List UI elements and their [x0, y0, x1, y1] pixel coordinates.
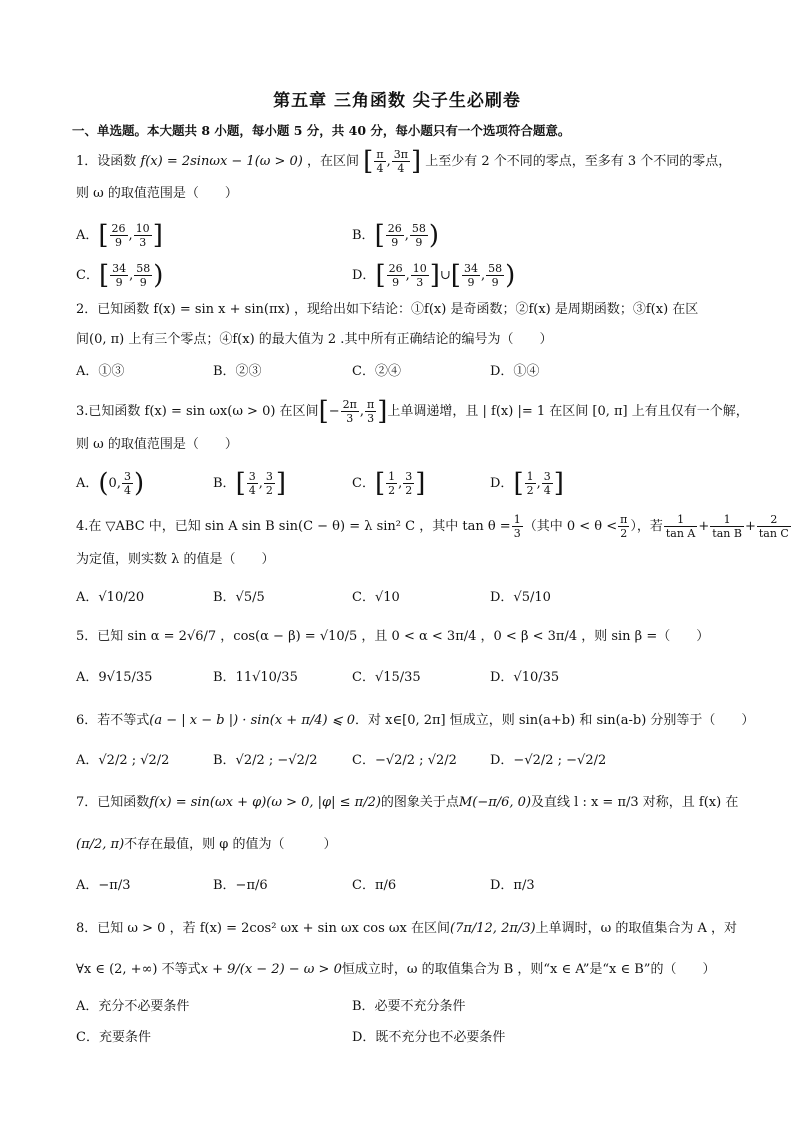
question-2-line-2: 间(0, π) 上有三个零点；④f(x) 的最大值为 2 .其中所有正确结论的编号为（ ）: [76, 332, 553, 347]
q6-option-c[interactable]: C．−√2/2 ; √2/2: [352, 753, 457, 768]
page-title: 第五章 三角函数 尖子生必刷卷: [273, 91, 521, 111]
q5-option-c[interactable]: C．√15/35: [352, 670, 421, 685]
q5-option-b[interactable]: B．11√10/35: [213, 670, 298, 685]
q1-text-c: 上至少有 2 个不同的零点，至多有 3 个不同的零点，: [425, 154, 732, 169]
q3-option-c[interactable]: C．[ $\frac{1}{2}$ , $\frac{3}{2}$ ]: [352, 468, 426, 499]
question-5-line-1: 5．已知 sin α = 2√6/7 ，cos(α − β) = √10/5 ，且 0 < α < 3π/4 ，0 < β < 3π/4 ，则 sin β =（ ）: [76, 629, 710, 644]
q6-option-a[interactable]: A．√2/2 ; √2/2: [76, 753, 170, 768]
question-7-line-1: 7．已知函数f(x) = sin(ωx + φ)(ω > 0, |φ| ≤ π/2)的图象关于点M(−π/6, 0)及直线 l : x = π/3 对称，且 f(x) 在: [76, 795, 739, 810]
q2-option-b[interactable]: B．②③: [213, 364, 262, 379]
q1-text-a: 1．设函数: [76, 154, 137, 169]
q7-option-a[interactable]: A．−π/3: [76, 878, 131, 893]
q5-option-a[interactable]: A．9√15/35: [76, 670, 153, 685]
q6-option-d[interactable]: D．−√2/2 ; −√2/2: [490, 753, 607, 768]
q1-function: f(x) = 2sinωx − 1(ω > 0): [140, 154, 303, 169]
q8-option-b[interactable]: B．必要不充分条件: [352, 999, 466, 1014]
q7-option-b[interactable]: B．−π/6: [213, 878, 268, 893]
q5-option-d[interactable]: D．√10/35: [490, 670, 560, 685]
bracket-right: ]: [410, 146, 422, 177]
question-3-line-1: 3.已知函数 f(x) = sin ωx(ω > 0) 在区间[− $\frac{2\pi}{3}$ , $\frac{\pi}{3}$ ]上单调递增，且 | f(x) |= 1 在区间 [0, π] 上有且仅有一个解，: [76, 396, 749, 427]
q4-option-c[interactable]: C．√10: [352, 590, 400, 605]
question-8-line-2: ∀x ∈ (2, +∞) 不等式x + 9/(x − 2) − ω > 0恒成立时，ω 的取值集合为 B ，则“x ∈ A”是“x ∈ B”的（ ）: [76, 962, 716, 977]
q1-option-d[interactable]: D．[ $\frac{26}{9}$ , $\frac{10}{3}$ ]∪[ $\frac{34}{9}$ , $\frac{58}{9}$ ): [352, 260, 516, 291]
q6-option-b[interactable]: B．√2/2 ; −√2/2: [213, 753, 318, 768]
q4-option-d[interactable]: D．√5/10: [490, 590, 551, 605]
q7-option-d[interactable]: D．π/3: [490, 878, 535, 893]
q8-option-c[interactable]: C．充要条件: [76, 1030, 151, 1045]
bracket-left: [: [363, 146, 374, 177]
question-1-line-1: 1．设函数 f(x) = 2sinωx − 1(ω > 0) ，在区间 [ $\frac{\pi}{4}$ , $\frac{3\pi}{4}$ ] 上至少有 2 个不同的零点，至多有 3 个不同的零点，: [76, 146, 732, 177]
q2-option-a[interactable]: A．①③: [76, 364, 125, 379]
q1-option-b[interactable]: B．[ $\frac{26}{9}$ , $\frac{58}{9}$ ): [352, 220, 440, 251]
question-7-line-2: (π/2, π)不存在最值，则 φ 的值为（ ）: [76, 837, 337, 852]
question-4-line-2: 为定值，则实数 λ 的值是（ ）: [76, 552, 275, 567]
question-8-line-1: 8．已知 ω > 0 ，若 f(x) = 2cos² ωx + sin ωx cos ωx 在区间(7π/12, 2π/3)上单调时，ω 的取值集合为 A ，对: [76, 921, 738, 936]
section-heading: 一、单选题。本大题共 8 小题，每小题 5 分，共 40 分，每小题只有一个选项符合题意。: [72, 123, 571, 138]
q1-text-b: ，在区间: [307, 154, 360, 169]
question-3-line-2: 则 ω 的取值范围是（ ）: [76, 437, 238, 452]
q2-option-d[interactable]: D．①④: [490, 364, 540, 379]
q1-option-a[interactable]: A．[ $\frac{26}{9}$ , $\frac{10}{3}$ ]: [76, 220, 163, 251]
q4-option-a[interactable]: A．√10/20: [76, 590, 145, 605]
question-2-line-1: 2．已知函数 f(x) = sin x + sin(πx) ，现给出如下结论：①f(x) 是奇函数；②f(x) 是周期函数；③f(x) 在区: [76, 302, 699, 317]
q3-option-d[interactable]: D．[ $\frac{1}{2}$ , $\frac{3}{4}$ ]: [490, 468, 564, 499]
question-4-line-1: 4.在 ▽ABC 中，已知 sin A sin B sin(C − θ) = λ sin² C ，其中 tan θ = $\frac{1}{3}$ （其中 0 < θ < $\frac{\pi}{2}$ ），若 $\frac{1}{\text{tan A}}$ + $\frac{1}{\text{tan B}}$ + $\frac{2}{\text{tan C}}$: [76, 513, 789, 540]
fraction: $\frac{\pi}{4}$: [376, 148, 384, 175]
fraction: $\frac{3\pi}{4}$: [393, 148, 408, 175]
q3-option-a[interactable]: A．(0, $\frac{3}{4}$ ): [76, 468, 145, 499]
q8-option-a[interactable]: A．充分不必要条件: [76, 999, 190, 1014]
q3-option-b[interactable]: B．[ $\frac{3}{4}$ , $\frac{3}{2}$ ]: [213, 468, 287, 499]
q1-option-c[interactable]: C．[ $\frac{34}{9}$ , $\frac{58}{9}$ ): [76, 260, 164, 291]
question-6-line-1: 6．若不等式(a − | x − b |) · sin(x + π/4) ⩽ 0．对 x∈[0, 2π] 恒成立，则 sin(a+b) 和 sin(a-b) 分别等于（ ）: [76, 713, 755, 728]
question-1-line-2: 则 ω 的取值范围是（ ）: [76, 186, 238, 201]
q8-option-d[interactable]: D．既不充分也不必要条件: [352, 1030, 506, 1045]
q4-option-b[interactable]: B．√5/5: [213, 590, 265, 605]
q2-option-c[interactable]: C．②④: [352, 364, 401, 379]
q7-option-c[interactable]: C．π/6: [352, 878, 397, 893]
